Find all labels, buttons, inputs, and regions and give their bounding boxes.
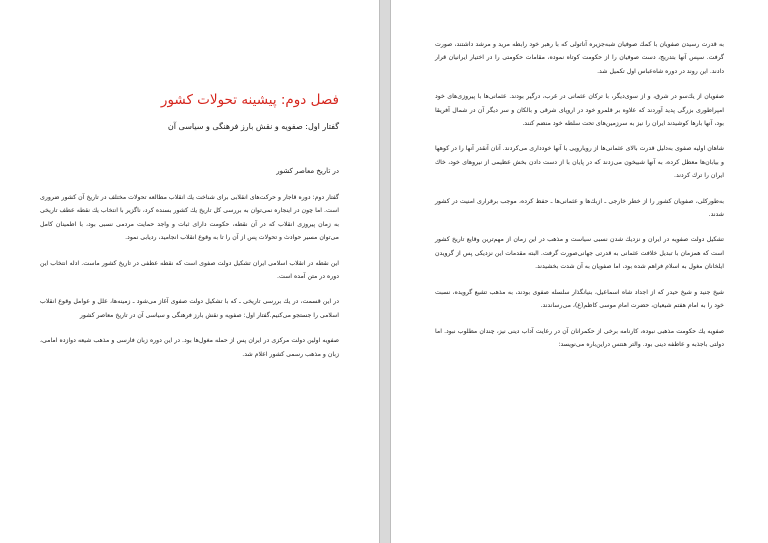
paragraph: صفویان از یك‌سو در شرق، و از سوی‌دیگر، با ترکان عثمانی در غرب، درگیر بودند. عثمانی‌ها با پیروزی‌های خود امپراطوری بزرگی پدید آوردند که علاوه بر قلمرو خود در اروپای شرقی و بالکان و سر دیگر آن در شمال آفریقا بود، آنها بارها کوشیدند ایران را نیز به سرزمین‌های تحت سلطه خود منضم کنند. — [435, 93, 724, 128]
paragraph: شاهان اولیه صفوی به‌دلیل قدرت بالای عثمانی‌ها از رویارویی با آنها خودداری می‌کردند. آنان آنقدر آنها را در کوهها و بیابان‌ها معطل کرده، به آنها شبیخون می‌زدند که در پایان با از دست دادن بخش عظیمی از نیروهای خود، خاك ایران را ترك کردند. — [435, 145, 724, 180]
paragraph: شیخ جنید و شیخ حیدر که از اجداد شاه اسماعیل، بنیانگذار سلسله صفوی بودند، به مذهب تشیع گرویده، نسبت خود را به امام هفتم شیعیان، حضرت امام موسی کاظم(ع)، می‌رساندند. — [435, 288, 724, 310]
chapter-heading: فصل دوم: پیشینه تحولات کشور — [160, 92, 339, 108]
right-page — [390, 0, 768, 543]
section-subheading: گفتار اول: صفویه و نقش بارز فرهنگی و سیاسی آن — [167, 122, 339, 131]
paragraph: در این قسمت، در یك بررسی تاریخی ـ که با تشکیل دولت صفوی آغاز می‌شود ـ زمینه‌ها، علل و عوامل وقوع انقلاب اسلامی را جستجو می‌کنیم.گفتار اول: صفویه و نقش بارز فرهنگی و سیاسی آن در تاریخ معاصر کشور — [40, 298, 339, 319]
paragraph: صفویه اولین دولت مرکزی در ایران پس از حمله مغول‌ها بود. در این دوره زبان فارسی و مذهب شیعه دوازده امامی، زبان و مذهب رسمی کشور اعلام شد. — [40, 337, 339, 358]
paragraph: به‌طورکلی، صفویان کشور را از خطر خارجی ـ ازبك‌ها و عثمانی‌ها ـ حفظ کرده، موجب برقراری امنیت در کشور شدند. — [435, 197, 724, 219]
left-page — [0, 0, 380, 543]
section-label: در تاریخ معاصر کشور — [276, 167, 339, 175]
paragraph: گفتار دوم: دوره قاجار و حرکت‌های انقلابی برای شناخت یك انقلاب مطالعه تحولات مختلف در تاریخ آن کشور ضروری است. اما چون در اینجاره نمی‌توان به بررسی کل تاریخ یك کشور بسنده کرد، ناگزیر با انتخاب یك نقطه عطف تاریخی به زمان پیروزی انقلاب که در آن نقطه، حکومت دارای ثبات و واجد حمایت مردمی نسبی بود، با اطمینان کامل می‌توان مسیر حوادث و تحولات پس از آن را تا به وقوع انقلاب انجامید، ردیابی نمود. — [40, 194, 339, 242]
right-page-content — [435, 38, 724, 363]
left-page-content — [40, 92, 339, 373]
paragraph: صفویه یك حکومت مذهبی نبوده، کارنامه برخی از حکمرانان آن در رعایت آداب دینی نیز، چندان مطلوب نبود. اما دولتی باجذبه و عاطفه دینی بود. والتر هنتس دراین‌باره می‌نویسد: — [435, 327, 724, 348]
paragraph: به قدرت رسیدن صفویان با کمك صوفیان شبه‌جزیره آناتولی که با رهبر خود رابطه مرید و مرشد داشتند، صورت گرفت. سپس آنها بتدریج، دست صوفیان را از حکومت کوتاه نموده، مقامات حکومتی را در اختیار ایرانیان قرار دادند. این روند در دوره شاه‌عباس اول تکمیل شد. — [435, 41, 724, 75]
paragraph: این نقطه در انقلاب اسلامی ایران تشکیل دولت صفوی است که نقطه عطفی در تاریخ کشور ماست. ادله انتخاب این دوره در متن آمده است. — [40, 259, 339, 281]
paragraph: تشکیل دولت صفویه در ایران و نزدیك شدن نسبی سیاست و مذهب در این زمان از مهم‌ترین وقایع تاریخ کشور است که همزمان با تبدیل خلافت عثمانی به قدرتی جهانی‌صورت گرفت. البته مقدمات این نزدیکی پس از گرویدن ایلخانان مغول به اسلام فراهم شده بود، اما صفویان به آن شدت بخشیدند. — [435, 236, 724, 271]
